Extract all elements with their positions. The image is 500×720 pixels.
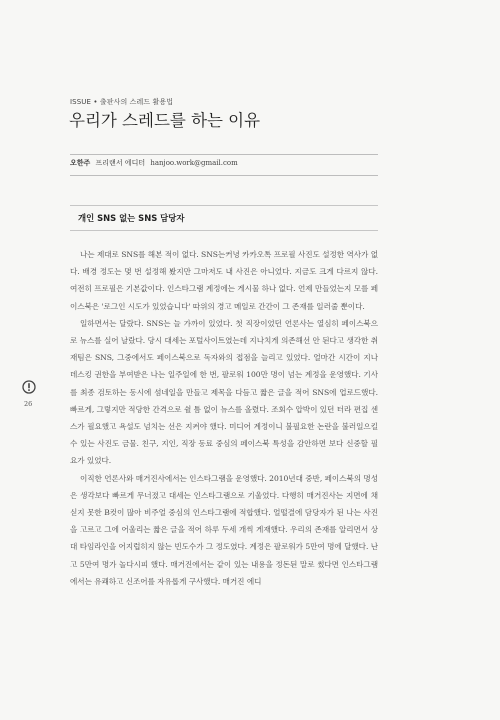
issue-kicker: ISSUE • 출판사의 스레드 활용법 — [70, 98, 174, 106]
byline-rule-bottom — [70, 175, 378, 176]
body-paragraph: 일하면서는 달랐다. SNS는 늘 가까이 있었다. 첫 직장이었던 언론사는 열심히 페이스북으로 뉴스를 실어 날랐다. 당시 대세는 포털사이트였는데 지나치게 의존해선 안 된다고 생각한 취재팀은 SNS, 그중에서도 페이스북으로 독자와의 접점을 늘리고 있었다. 얼마간 시간이 지나 데스킹 권한을 부여받은 나는 일주일에 한 번, 팔로워 100만 명이 넘는 계정을 운영했다. 기사를 최종 검토하는 동시에 섬네일을 만들고 제목을 다듬고 짧은 글을 적어 SNS에 업로드했다. 빠르게, 그렇지만 적당한 간격으로 쉴 틈 없이 뉴스를 올렸다. 조회수 압박이 있던 터라 편집 센스가 필요했고 욕설도 넘치는 선은 지켜야 했다. 미디어 계정이니 불필요한 논란을 불러일으킬 수 있는 사진도 금물. 친구, 지인, 직장 동료 중심의 페이스북 특성을 감안하면 보다 신중할 필요가 있었다. — [70, 318, 378, 466]
section-heading: 개인 SNS 없는 SNS 담당자 — [78, 213, 185, 223]
author-email: hanjoo.work@gmail.com — [150, 159, 238, 167]
body-paragraph: 이직한 언론사와 매거진사에서는 인스타그램을 운영했다. 2010년대 중반, 페이스북의 명성은 생각보다 빠르게 무너졌고 대세는 인스타그램으로 기울었다. 다행히 매거진사는 지면에 채 싣지 못한 B컷이 많아 비주얼 중심의 인스타그램에 적합했다. 얼떨결에 담당자가 된 나는 사진을 고르고 그에 어울리는 짧은 글을 적어 하루 두세 개씩 게재했다. 우리의 존재를 알리면서 상대 타임라인을 어지럽히지 않는 빈도수가 그 정도였다. 계정은 팔로워가 5만여 명에 달했다. 난 고 5만여 명가 놀다시피 했다. 매거진에서는 같이 있는 내용을 정돈된 말로 썼다면 인스타그램에서는 유쾌하고 신조어를 자유롭게 구사했다. 매거진 에디 — [70, 473, 378, 586]
author-name: 오한주 — [70, 159, 91, 167]
byline-rule-top — [70, 154, 378, 155]
exclamation-icon — [22, 380, 36, 394]
page-number: 26 — [24, 400, 33, 408]
author-role: 프리랜서 에디터 — [95, 159, 146, 167]
byline — [70, 158, 238, 168]
body-paragraph: 나는 제대로 SNS를 해본 적이 없다. SNS는커녕 카카오톡 프로필 사진도 설정한 역사가 없다. 배경 정도는 몇 번 설정해 봤지만 그마저도 내 사진은 아니었다. 지금도 크게 다르지 않다. 여전히 프로필은 기본값이다. 인스타그램 계정에는 게시물 하나 없다. 언제 만들었는지 모를 페이스북은 '로그인 시도가 있었습니다' 따위의 경고 메일로 간간이 그 존재를 일러줄 뿐이다. — [70, 250, 378, 311]
article-title: 우리가 스레드를 하는 이유 — [69, 111, 261, 130]
section-heading-box — [70, 205, 378, 231]
article-body — [70, 246, 378, 590]
